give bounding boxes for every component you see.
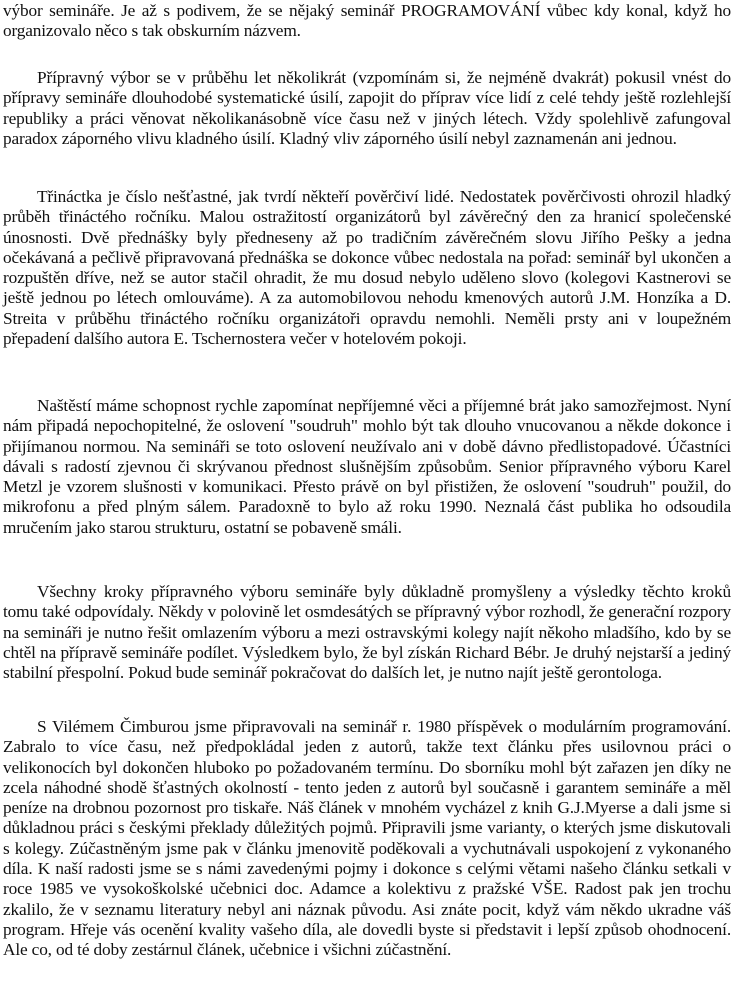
paragraph-5: Všechny kroky přípravného výboru semináře byly důkladně promyšleny a výsledky těchto kroků tomu také odpovídaly. Někdy v polovině let osmdesátých se přípravný výbor rozhodl, že generační rozpory na semináři je nutno řešit omlazením výboru a mezi ostravskými kolegy najít někoho mladšího, kdo by se chtěl na přípravě semináře podílet. Výsledkem bylo, že byl získán Richard Bébr. Je druhý nejstarší a jediný stabilní přespolní. Pokud bude seminář pokračovat do dalších let, je nutno najít ještě gerontologa. [3,582,731,683]
paragraph-1: výbor semináře. Je až s podivem, že se nějaký seminář PROGRAMOVÁNÍ vůbec kdy konal, když ho organizovalo něco s tak obskurním názvem. [3,1,731,41]
paragraph-4: Naštěstí máme schopnost rychle zapomínat nepříjemné věci a příjemné brát jako samozřejmost. Nyní nám připadá nepochopitelné, že oslovení "soudruh" mohlo být tak dlouho vnucovanou a někde dokonce i přijímanou normou. Na semináři se toto oslovení neužívalo ani v době dávno předlistopadové. Účastníci dávali s radostí zjevnou či skrývanou přednost slušnějším způsobům. Senior přípravného výboru Karel Metzl je vzorem slušnosti v komunikaci. Přesto právě on byl přistižen, že oslovení "soudruh" použil, do mikrofonu a před plným sálem. Paradoxně to bylo až roku 1990. Neznalá část publika ho odsoudila mručením jako starou strukturu, ostatní se pobaveně smáli. [3,396,731,537]
paragraph-6: S Vilémem Čimburou jsme připravovali na seminář r. 1980 příspěvek o modulárním programování. Zabralo to více času, než předpokládal jeden z autorů, takže text článku přes usilovnou práci o velikonocích byl dokončen hluboko po požadovaném termínu. Do sborníku mohl být zařazen jen díky ne zcela náhodné shodě šťastných okolností - tento jeden z autorů byl současně i garantem semináře a měl peníze na drobnou pozornost pro tiskaře. Náš článek v mnohém vycházel z knih G.J.Myerse a dali jsme si důkladnou práci s českými překlady důležitých pojmů. Připravili jsme varianty, o kterých jsme diskutovali s kolegy. Zúčastněným jsme pak v článku jmenovitě poděkovali a vychutnávali uspokojení z vykonaného díla. K naší radosti jsme se s námi zavedenými pojmy i dokonce s celými větami našeho článku setkali v roce 1985 ve vysokoškolské učebnici doc. Adamce a kolektivu z pražské VŠE. Radost pak jen trochu zkalilo, že v seznamu literatury nebyl ani náznak původu. Asi znáte pocit, když vám někdo ukradne váš program. Hřeje vás ocenění kvality vašeho díla, ale dovedli byste si představit i lepší způsob ohodnocení. Ale co, od té doby zestárnul článek, učebnice i všichni zúčastnění. [3,717,731,960]
document-page [3,0,731,990]
paragraph-2: Přípravný výbor se v průběhu let několikrát (vzpomínám si, že nejméně dvakrát) pokusil vnést do přípravy semináře dlouhodobé systematické úsilí, zapojit do příprav více lidí z celé tehdy ještě rozlehlejší republiky a práci věnovat několikanásobně více času než v jiných létech. Vždy spolehlivě zafungoval paradox záporného vlivu kladného úsilí. Kladný vliv záporného úsilí nebyl zaznamenán ani jednou. [3,68,731,148]
paragraph-3: Třináctka je číslo nešťastné, jak tvrdí někteří pověrčiví lidé. Nedostatek pověrčivosti ohrozil hladký průběh třináctého ročníku. Malou ostražitostí organizátorů byl závěrečný den za hranicí společenské únosnosti. Dvě přednášky byly předneseny až po tradičním závěrečném slovu Jiřího Pešky a jedna očekávaná a pečlivě připravovaná přednáška se dokonce vůbec nedostala na pořad: seminář byl ukončen a rozpuštěn dříve, než se autor stačil ohradit, že mu dosud nebylo uděleno slovo (kolegovi Kastnerovi se ještě jednou po létech omlouváme). A za automobilovou nehodu kmenových autorů J.M. Honzíka a D. Streita v průběhu třináctého ročníku organizátoři opravdu nemohli. Neměli prsty ani v loupežném přepadení dalšího autora E. Tschernostera večer v hotelovém pokoji. [3,187,731,349]
